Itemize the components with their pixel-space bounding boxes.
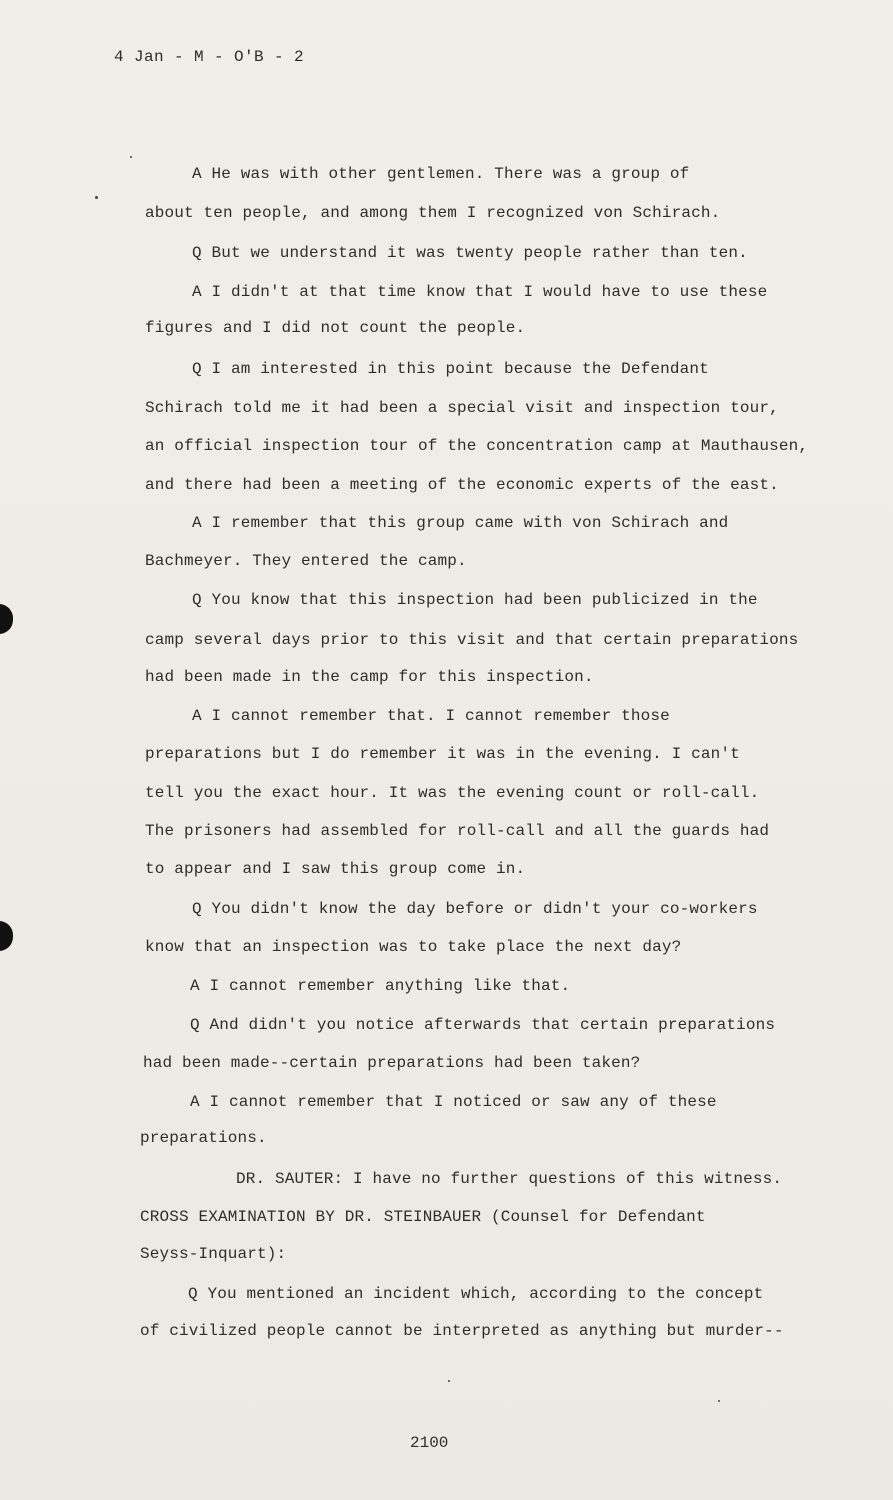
- transcript-line-31: of civilized people cannot be interpreted as anything but murder--: [140, 1322, 784, 1340]
- binder-hole-upper: [0, 604, 13, 634]
- transcript-line-8: an official inspection tour of the concentration camp at Mauthausen,: [145, 437, 809, 455]
- transcript-line-30: Q You mentioned an incident which, according to the concept: [188, 1285, 764, 1303]
- paper-speck: [95, 196, 98, 199]
- binder-hole-lower: [0, 921, 13, 951]
- transcript-line-15: A I cannot remember that. I cannot remember those: [192, 707, 670, 725]
- transcript-line-11: Bachmeyer. They entered the camp.: [145, 552, 467, 570]
- transcript-line-3: Q But we understand it was twenty people rather than ten.: [192, 244, 748, 262]
- transcript-line-24: had been made--certain preparations had been taken?: [143, 1054, 641, 1072]
- transcript-line-29: Seyss-Inquart):: [140, 1245, 287, 1263]
- transcript-line-28: CROSS EXAMINATION BY DR. STEINBAUER (Counsel for Defendant: [140, 1208, 706, 1226]
- transcript-line-13: camp several days prior to this visit and that certain preparations: [145, 631, 799, 649]
- transcript-line-23: Q And didn't you notice afterwards that certain preparations: [190, 1016, 776, 1034]
- paper-speck: [130, 156, 132, 158]
- transcript-line-12: Q You know that this inspection had been publicized in the: [192, 591, 758, 609]
- transcript-line-19: to appear and I saw this group come in.: [145, 860, 526, 878]
- transcript-line-9: and there had been a meeting of the economic experts of the east.: [145, 476, 779, 494]
- transcript-line-20: Q You didn't know the day before or didn't your co-workers: [192, 900, 758, 918]
- transcript-line-1: A He was with other gentlemen. There was a group of: [192, 165, 690, 183]
- transcript-line-17: tell you the exact hour. It was the evening count or roll-call.: [145, 784, 760, 802]
- transcript-line-14: had been made in the camp for this inspection.: [145, 668, 594, 686]
- page-header-reference: 4 Jan - M - O'B - 2: [114, 48, 305, 66]
- transcript-line-5: figures and I did not count the people.: [145, 319, 526, 337]
- transcript-line-2: about ten people, and among them I recognized von Schirach.: [145, 204, 721, 222]
- paper-speck: [448, 1380, 450, 1382]
- transcript-line-16: preparations but I do remember it was in the evening. I can't: [145, 745, 740, 763]
- page-number: 2100: [410, 1434, 449, 1452]
- transcript-line-4: A I didn't at that time know that I would have to use these: [192, 283, 768, 301]
- transcript-line-27: DR. SAUTER: I have no further questions of this witness.: [236, 1170, 783, 1188]
- transcript-line-7: Schirach told me it had been a special visit and inspection tour,: [145, 399, 779, 417]
- transcript-line-10: A I remember that this group came with von Schirach and: [192, 514, 729, 532]
- transcript-line-25: A I cannot remember that I noticed or saw any of these: [190, 1093, 717, 1111]
- transcript-line-6: Q I am interested in this point because the Defendant: [192, 360, 709, 378]
- transcript-line-21: know that an inspection was to take place the next day?: [145, 938, 682, 956]
- transcript-line-26: preparations.: [140, 1129, 267, 1147]
- transcript-line-22: A I cannot remember anything like that.: [190, 977, 571, 995]
- paper-speck: [718, 1400, 720, 1402]
- transcript-line-18: The prisoners had assembled for roll-call and all the guards had: [145, 822, 770, 840]
